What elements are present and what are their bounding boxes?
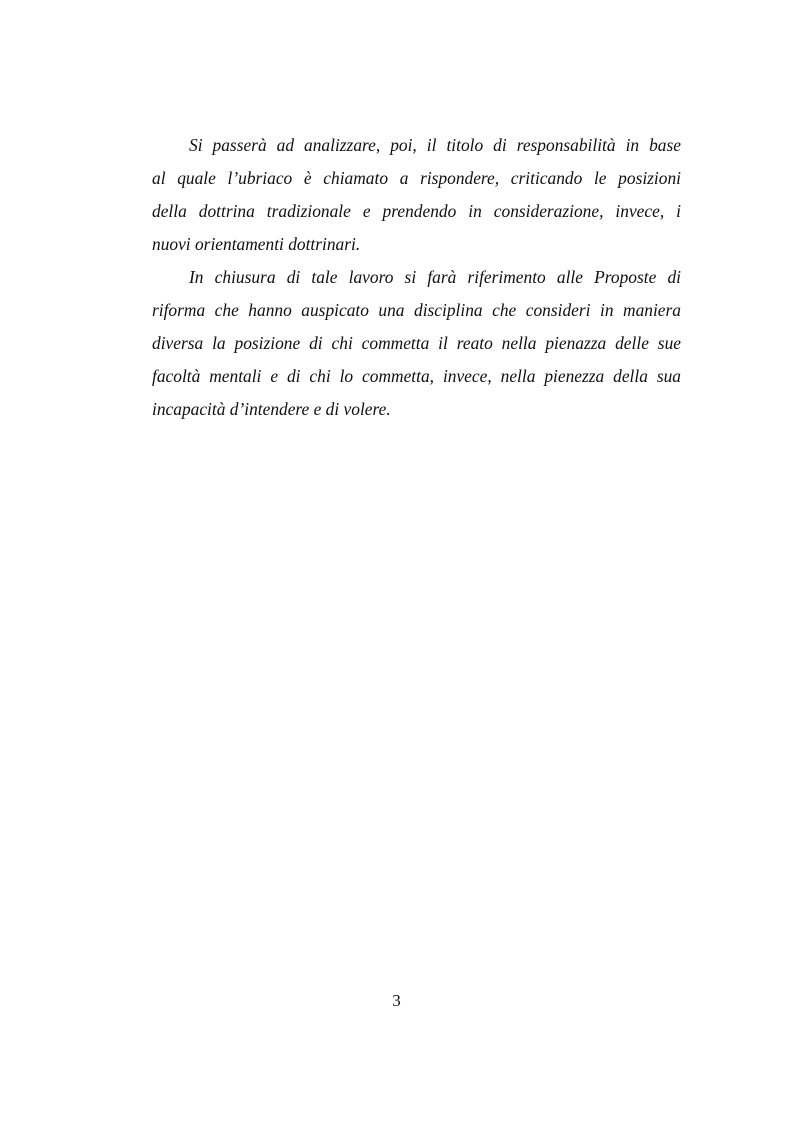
paragraph-1	[152, 129, 681, 261]
body-text	[152, 129, 681, 426]
paragraph-2	[152, 261, 681, 426]
paragraph-1-line-3: della dottrina tradizionale e prendendo in considerazione, invece, i	[152, 201, 681, 221]
paragraph-2-line-1: In chiusura di tale lavoro si farà riferimento alle Proposte di	[189, 267, 681, 287]
paragraph-2-line-5: incapacità d’intendere e di volere.	[152, 399, 391, 419]
paragraph-2-line-2: riforma che hanno auspicato una disciplina che consideri in maniera	[152, 300, 681, 320]
paragraph-1-line-1: Si passerà ad analizzare, poi, il titolo di responsabilità in base	[189, 135, 681, 155]
page-number: 3	[392, 991, 401, 1010]
paragraph-1-line-4: nuovi orientamenti dottrinari.	[152, 234, 361, 254]
paragraph-2-line-3: diversa la posizione di chi commetta il reato nella pienazza delle sue	[152, 333, 681, 353]
paragraph-1-line-2: al quale l’ubriaco è chiamato a rispondere, criticando le posizioni	[152, 168, 681, 188]
paragraph-2-line-4: facoltà mentali e di chi lo commetta, invece, nella pienezza della sua	[152, 366, 681, 386]
